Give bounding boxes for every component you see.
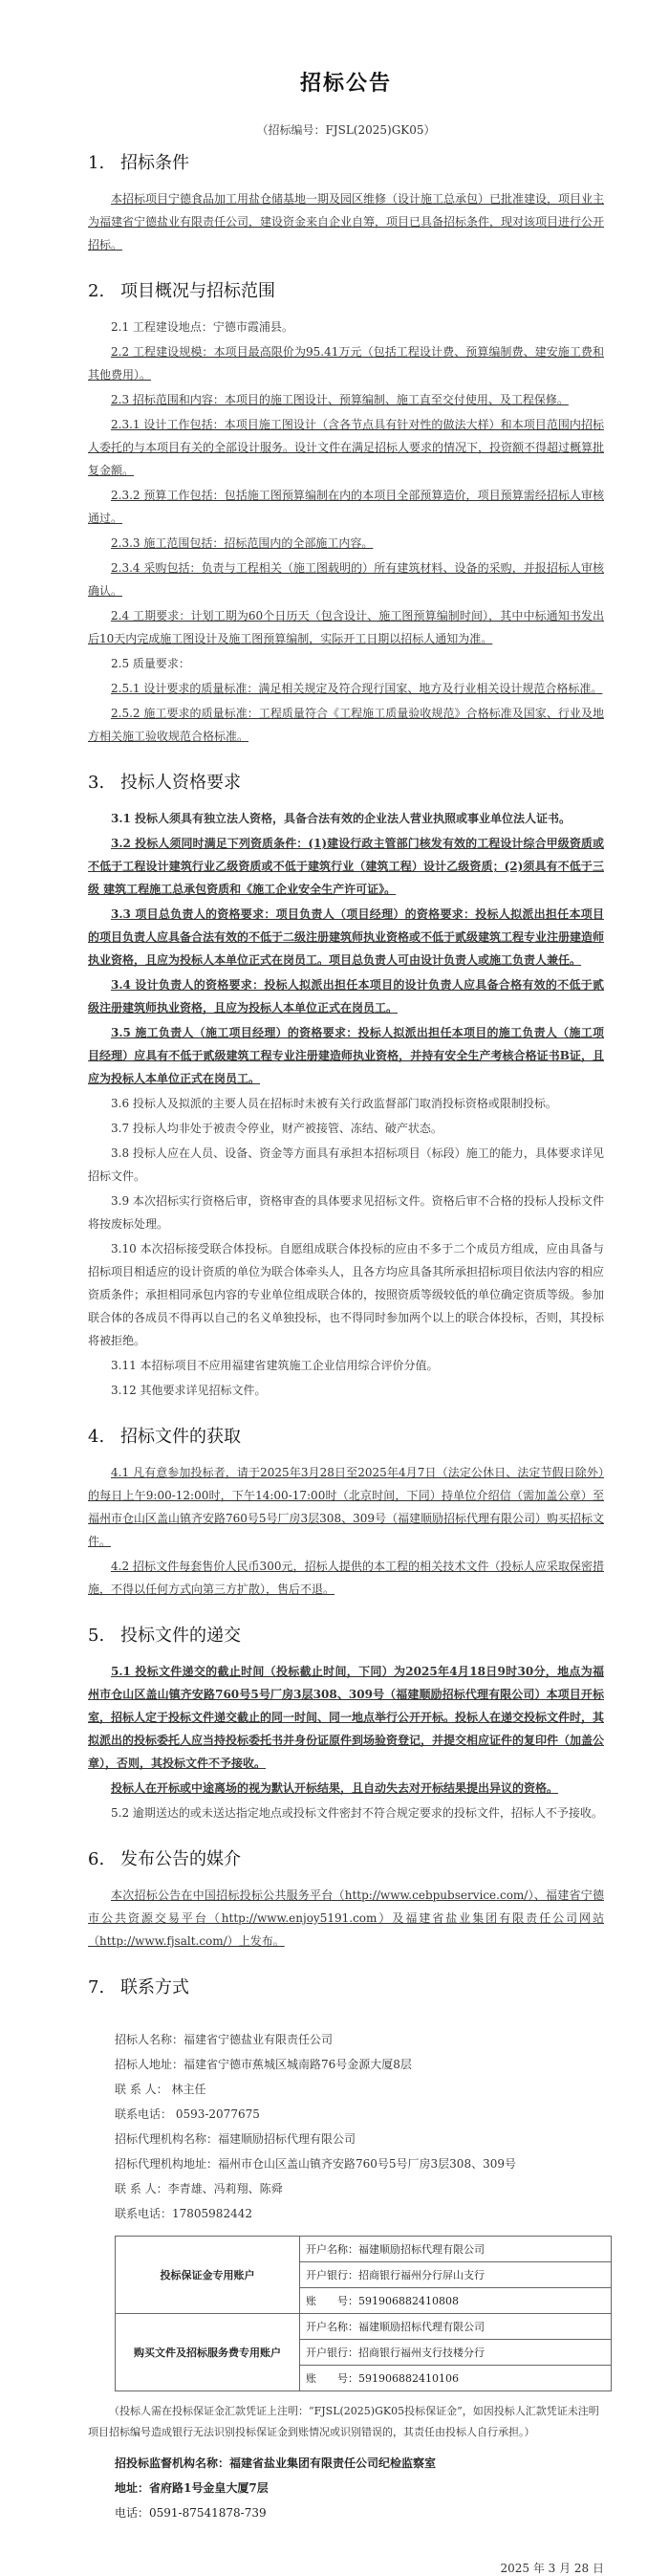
section-heading: [88, 1845, 604, 1870]
section-paragraph: 2.3.1 设计工作包括：本项目施工图设计（含各节点具有针对性的做法大样）和本项目范围内招标人委托的与本项目有关的全部设计服务。设计文件在满足招标人要求的情况下，投资额不得超过概算批复金额。: [88, 418, 605, 477]
section-paragraph: 3.7 投标人均非处于被责令停业，财产被接管、冻结、破产状态。: [111, 1122, 442, 1135]
contact-block: [88, 2027, 604, 2226]
fee-account-label: 购买文件及招标服务费专用账户: [116, 2314, 300, 2391]
section-paragraph: 3.10 本次招标接受联合体投标。自愿组成联合体投标的应由不多于二个成员方组成，应由具备与招标项目相适应的设计资质的单位为联合体牵头人，且各方均应具备其所承担招标项目依法内容的相应资质条件；承担相同承包内容的专业单位组成联合体的，按照资质等级较低的单位确定资质等级。参加联合体的各成员不得再以自己的名义单独投标，也不得同时参加两个以上的联合体投标，否则，其投标将被拒绝。: [88, 1242, 605, 1347]
section-title: 投标人资格要求: [120, 773, 241, 793]
sections-container: [88, 149, 604, 2019]
tenderer-address: 招标人地址：福建省宁德市蕉城区城南路76号金源大厦8层: [115, 2058, 412, 2071]
section-paragraph: 3.12 其他要求详见招标文件。: [111, 1384, 267, 1397]
supervision-phone: 电话：0591-87541878-739: [115, 2506, 267, 2520]
section-paragraph: 本招标项目宁德食品加工用盐仓储基地一期及园区维修（设计施工总承包）已批准建设，项目业主为福建省宁德盐业有限责任公司，建设资金来自企业自筹，项目已具备招标条件，现对该项目进行公开招标。: [88, 192, 605, 251]
tenderer-phone: 联系电话： 0593-2077675: [115, 2107, 260, 2121]
section-paragraph: 2.5.2 施工要求的质量标准：工程质量符合《工程施工质量验收规范》合格标准及国家、行业及地方相关施工验收规范合格标准。: [88, 707, 604, 743]
bid-number: （招标编号：FJSL(2025)GK05）: [256, 123, 436, 137]
section-title: 联系方式: [120, 1977, 189, 1997]
section-paragraph: 投标人在开标或中途离场的视为默认开标结果，且自动失去对开标结果提出异议的资格。: [111, 1781, 559, 1795]
section-title: 发布公告的媒介: [120, 1849, 241, 1869]
section-paragraph: 5.1 投标文件递交的截止时间（投标截止时间，下同）为2025年4月18日9时30分，地点为福州市仓山区盖山镇齐安路760号5号厂房3层308、309号（福建顺励招标代理有限公司）本项目开标室，招标人定于投标文件递交截止的同一时间、同一地点举行公开开标。投标人在递交投标文件时，其拟派出的投标委托人应当持投标委托书并身份证原件到场验资登记，并提交相应证件的复印件（加盖公章），否则，其投标文件不予接收。: [88, 1665, 605, 1770]
section-paragraph: 3.11 本招标项目不应用福建省建筑施工企业信用综合评价分值。: [111, 1359, 439, 1372]
deposit-note: （投标人需在投标保证金汇款凭证上注明：“FJSL(2025)GK05投标保证金”，如因投标人汇款凭证未注明项目招标编号造成银行无法识别投标保证金到账情况或识别错误的，其责任由投标人自行承担。）: [88, 2405, 599, 2438]
section-paragraph: 4.2 招标文件每套售价人民币300元，招标人提供的本工程的相关技术文件（投标人应采取保密措施，不得以任何方式向第三方扩散），售后不退。: [88, 1560, 604, 1596]
section-heading: [88, 149, 604, 174]
deposit-account-number: 账 号：591906882410808: [300, 2288, 612, 2314]
section-number: 1.: [88, 153, 105, 173]
section-heading: [88, 277, 604, 302]
deposit-account-name: 开户名称：福建顺励招标代理有限公司: [300, 2237, 612, 2262]
table-row: [116, 2237, 612, 2262]
section-paragraph: 2.3.2 预算工作包括：包括施工图预算编制在内的本项目全部预算造价，项目预算需经招标人审核通过。: [88, 489, 604, 525]
section-paragraph: 本次招标公告在中国招标投标公共服务平台（http://www.cebpubservice.com/）、福建省宁德市公共资源交易平台（http://www.enjoy5191.com）及福建省盐业集团有限责任公司网站（http://www.fjsalt.com/）上发布。: [88, 1888, 604, 1948]
bank-accounts-table: [115, 2236, 612, 2391]
section-paragraph: 2.3.4 采购包括：负责与工程相关（施工图载明的）所有建筑材料、设备的采购，并报招标人审核确认。: [88, 561, 604, 598]
section-title: 招标文件的获取: [120, 1427, 241, 1447]
table-row: [116, 2314, 612, 2340]
section-number: 2.: [88, 281, 105, 301]
section-heading: [88, 1974, 604, 1998]
page-title: 招标公告: [299, 71, 392, 96]
supervision-block: [88, 2451, 604, 2525]
section-title: 投标文件的递交: [120, 1626, 241, 1646]
section-paragraph: 3.6 投标人及拟派的主要人员在招标时未被有关行政监督部门取消投标资格或限制投标。: [111, 1097, 557, 1110]
section-paragraph: 2.4 工期要求：计划工期为60个日历天（包含设计、施工图预算编制时间），其中中标通知书发出后10天内完成施工图设计及施工图预算编制，实际开工日期以招标人通知为准。: [88, 609, 604, 645]
fee-account-number: 账 号：591906882410106: [300, 2366, 612, 2391]
section-paragraph: 2.2 工程建设规模：本项目最高限价为95.41万元（包括工程设计费、预算编制费、建安施工费和其他费用）。: [88, 345, 604, 382]
section-paragraph: 3.5 施工负责人（施工项目经理）的资格要求：投标人拟派出担任本项目的施工负责人（施工项目经理）应具有不低于贰级建筑工程专业注册建造师执业资格，并持有安全生产考核合格证书B证，且应为投标人本单位正式在岗员工。: [88, 1026, 604, 1085]
tenderer-contact: 联 系 人： 林主任: [115, 2083, 206, 2096]
fee-account-name: 开户名称：福建顺励招标代理有限公司: [300, 2314, 612, 2340]
section-paragraph: 5.2 逾期送达的或未送达指定地点或投标文件密封不符合规定要求的投标文件，招标人不予接收。: [111, 1806, 603, 1820]
section-paragraph: 3.3 项目总负责人的资格要求：项目负责人（项目经理）的资格要求：投标人拟派出担任本项目的项目负责人应具备合法有效的不低于二级注册建筑师执业资格或不低于贰级建筑工程专业注册建造师执业资格，且应为投标人本单位正式在岗员工。项目总负责人可由设计负责人或施工负责人兼任。: [88, 907, 605, 967]
section-paragraph: 4.1 凡有意参加投标者，请于2025年3月28日至2025年4月7日（法定公休日、法定节假日除外）的每日上午9:00-12:00时，下午14:00-17:00时（北京时间，下同）持单位介绍信（需加盖公章）至福州市仓山区盖山镇齐安路760号5号厂房3层308、309号（福建顺励招标代理有限公司）购买招标文件。: [88, 1466, 604, 1548]
supervision-address: 地址：省府路1号金皇大厦7层: [115, 2481, 269, 2495]
section-number: 7.: [88, 1977, 105, 1997]
section-number: 4.: [88, 1427, 105, 1447]
supervision-name: 招投标监督机构名称：福建省盐业集团有限责任公司纪检监察室: [115, 2456, 437, 2470]
section-paragraph: 3.1 投标人须具有独立法人资格，具备合法有效的企业法人营业执照或事业单位法人证书。: [111, 812, 572, 825]
agent-address: 招标代理机构地址：福州市仓山区盖山镇齐安路760号5号厂房3层308、309号: [115, 2157, 516, 2171]
section-number: 3.: [88, 773, 105, 793]
section-paragraph: 3.4 设计负责人的资格要求：投标人拟派出担任本项目的设计负责人应具备合格有效的不低于贰级注册建筑师执业资格，且应为投标人本单位正式在岗员工。: [88, 978, 604, 1015]
section-paragraph: 2.5.1 设计要求的质量标准：满足相关规定及符合现行国家、地方及行业相关设计规范合格标准。: [111, 682, 603, 695]
section-heading: [88, 769, 604, 794]
section-paragraph: 2.3 招标范围和内容：本项目的施工图设计、预算编制、施工直至交付使用、及工程保修。: [111, 393, 569, 406]
section-number: 6.: [88, 1849, 105, 1869]
fee-account-bank: 开户银行：招商银行福州支行技楼分行: [300, 2340, 612, 2366]
section-paragraph: 2.1 工程建设地点：宁德市霞浦县。: [111, 320, 293, 334]
agent-contact: 联 系 人：李青雄、冯莉翔、陈舜: [115, 2182, 283, 2195]
agent-phone: 联系电话：17805982442: [115, 2207, 252, 2220]
section-heading: [88, 1622, 604, 1647]
deposit-account-bank: 开户银行：招商银行福州分行屏山支行: [300, 2262, 612, 2288]
agent-name: 招标代理机构名称：福建顺励招标代理有限公司: [115, 2132, 356, 2146]
section-number: 5.: [88, 1626, 105, 1646]
section-heading: [88, 1423, 604, 1448]
deposit-account-label: 投标保证金专用账户: [116, 2237, 300, 2314]
section-paragraph: 2.3.3 施工范围包括：招标范围内的全部施工内容。: [111, 536, 374, 550]
section-paragraph: 2.5 质量要求：: [111, 657, 190, 670]
tenderer-name: 招标人名称：福建省宁德盐业有限责任公司: [115, 2033, 334, 2046]
section-paragraph: 3.9 本次招标实行资格后审，资格审查的具体要求见招标文件。资格后审不合格的投标人投标文件将按废标处理。: [88, 1194, 604, 1231]
section-title: 招标条件: [120, 153, 189, 173]
announcement-date: 2025 年 3 月 28 日: [500, 2562, 604, 2575]
section-paragraph: 3.2 投标人须同时满足下列资质条件：(1)建设行政主管部门核发有效的工程设计综合甲级资质或不低于工程设计建筑行业乙级资质或不低于建筑行业（建筑工程）设计乙级资质；(2)须具有不低于三级 建筑工程施工总承包资质和《施工企业安全生产许可证》。: [88, 837, 604, 896]
section-title: 项目概况与招标范围: [120, 281, 275, 301]
section-paragraph: 3.8 投标人应在人员、设备、资金等方面具有承担本招标项目（标段）施工的能力，具体要求详见招标文件。: [88, 1146, 604, 1183]
